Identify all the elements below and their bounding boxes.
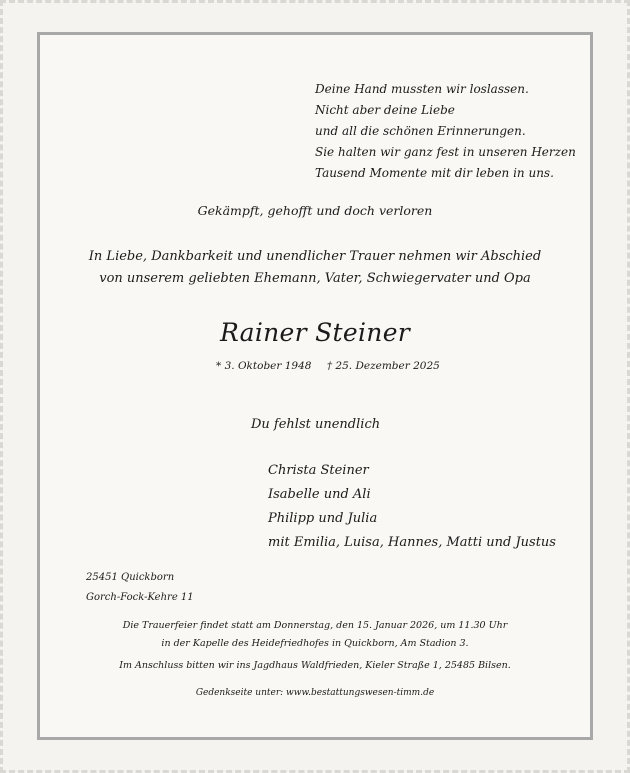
family-member: Christa Steiner <box>268 463 369 478</box>
death-date: † 25. Dezember 2025 <box>326 360 440 372</box>
poem-line: Sie halten wir ganz fest in unseren Herzen <box>315 145 576 159</box>
birth-date: * 3. Oktober 1948 <box>216 360 312 372</box>
life-dates <box>216 360 452 372</box>
missed-line: Du fehlst unendlich <box>251 417 381 432</box>
memorial-page-link: Gedenkseite unter: www.bestattungswesen-timm.de <box>195 688 435 698</box>
intro-text <box>0 246 630 290</box>
motto: Gekämpft, gehofft und doch verloren <box>197 203 433 218</box>
family-member: Isabelle und Ali <box>268 487 371 502</box>
family-member: Philipp und Julia <box>268 511 378 526</box>
intro-line: In Liebe, Dankbarkeit und unendlicher Trauer nehmen wir Abschied <box>88 249 542 264</box>
intro-line: von unserem geliebten Ehemann, Vater, Schwiegervater und Opa <box>99 271 531 286</box>
poem-line: und all die schönen Erinnerungen. <box>315 124 526 138</box>
ceremony-info <box>0 617 630 653</box>
poem-line: Deine Hand mussten wir loslassen. <box>315 82 529 96</box>
poem-line: Tausend Momente mit dir leben in uns. <box>315 166 554 180</box>
address-street: Gorch-Fock-Kehre 11 <box>86 592 194 603</box>
family-member: mit Emilia, Luisa, Hannes, Matti und Justus <box>268 535 556 550</box>
reception-info: Im Anschluss bitten wir ins Jagdhaus Waldfrieden, Kieler Straße 1, 25485 Bilsen. <box>119 660 511 671</box>
poem-line: Nicht aber deine Liebe <box>315 103 455 117</box>
address-city: 25451 Quickborn <box>86 572 175 583</box>
poem <box>315 79 576 184</box>
family-list <box>268 459 556 555</box>
deceased-name: Rainer Steiner <box>219 318 411 347</box>
ceremony-line: in der Kapelle des Heidefriedhofes in Quickborn, Am Stadion 3. <box>161 638 469 649</box>
address <box>86 568 194 608</box>
ceremony-line: Die Trauerfeier findet statt am Donnerstag, den 15. Januar 2026, um 11.30 Uhr <box>122 620 508 631</box>
